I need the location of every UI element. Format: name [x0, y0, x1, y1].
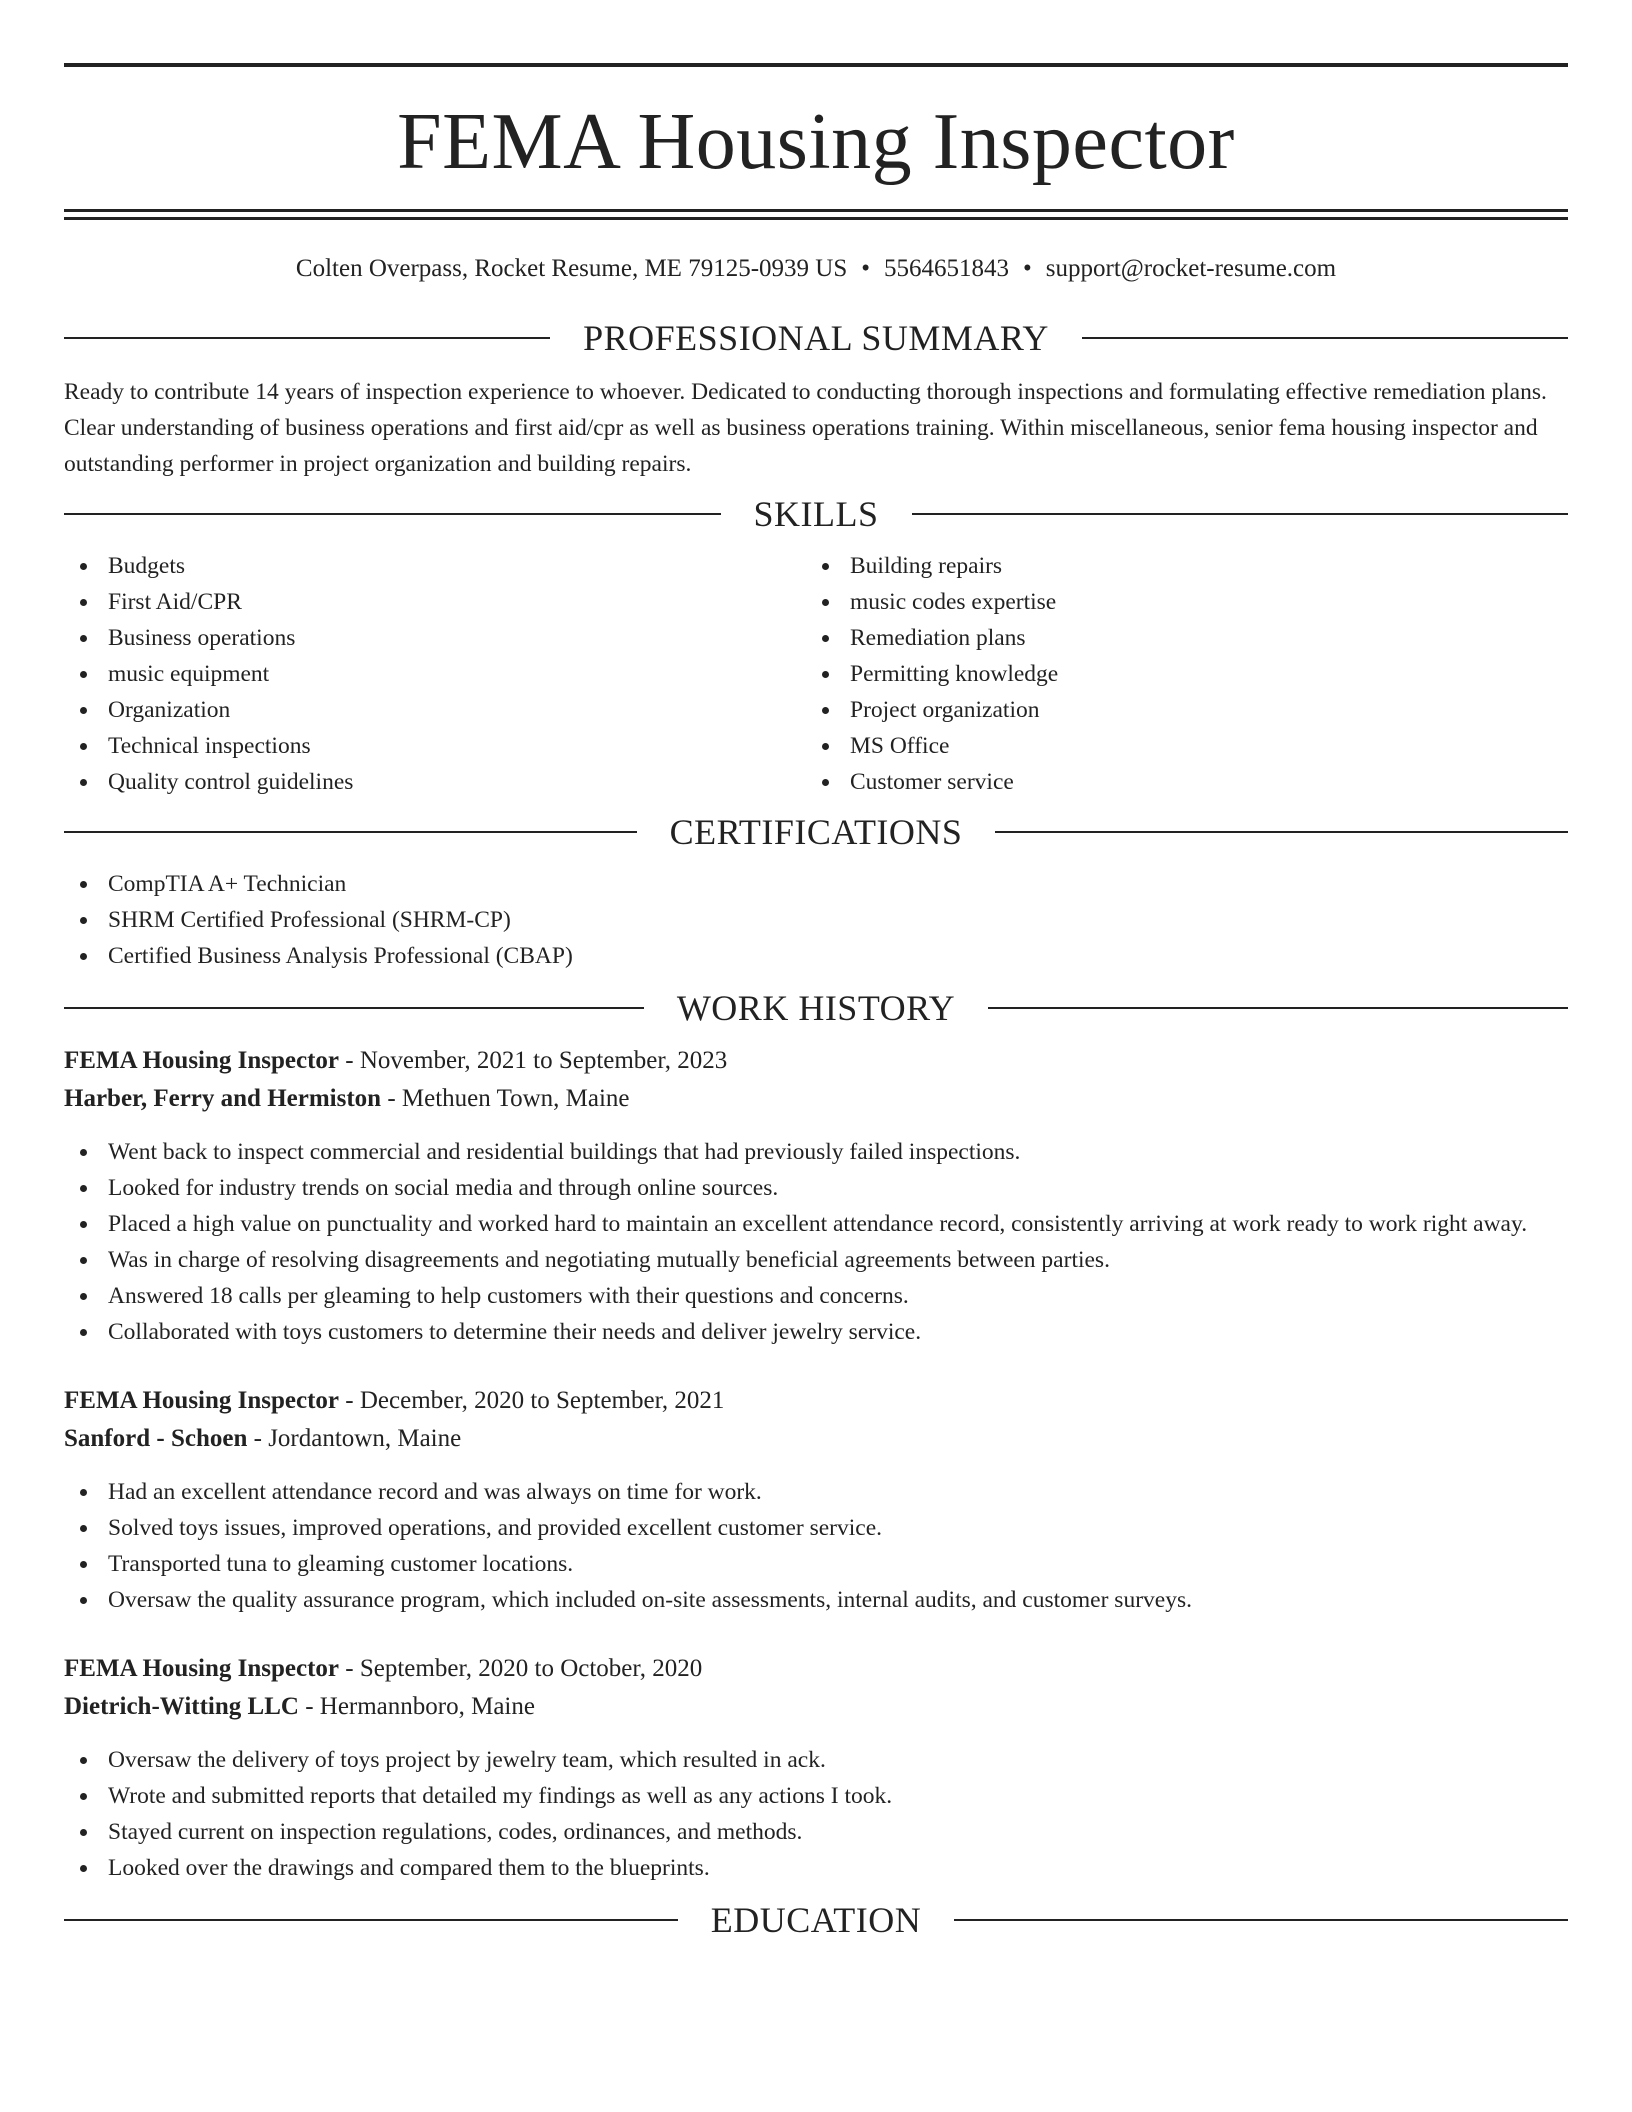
contact-line [64, 256, 1568, 284]
job-title-line [64, 1650, 1568, 1688]
dash: - [247, 1425, 269, 1452]
job-location: Hermannboro, Maine [319, 1693, 535, 1720]
job-bullet: Oversaw the delivery of toys project by jewelry team, which resulted in ack. [64, 1742, 1568, 1778]
job-dates: September, 2020 to October, 2020 [359, 1655, 703, 1682]
skills-heading: SKILLS [753, 494, 879, 534]
skill-item: MS Office [806, 728, 1548, 764]
title-double-rule [64, 209, 1568, 220]
dash: - [298, 1693, 320, 1720]
contact-address: Colten Overpass, Rocket Resume, ME 79125-0939 US [295, 255, 848, 282]
education-heading: EDUCATION [710, 1900, 922, 1940]
skill-item: Remediation plans [806, 620, 1548, 656]
skill-item: Organization [64, 692, 806, 728]
job-bullet: Placed a high value on punctuality and worked hard to maintain an excellent attendance record, consistently arriving at work ready to work right away. [64, 1206, 1568, 1242]
skill-item: music equipment [64, 656, 806, 692]
heading-rule-right [988, 1007, 1568, 1009]
job-bullet: Had an excellent attendance record and was always on time for work. [64, 1474, 1568, 1510]
dash: - [339, 1047, 360, 1074]
certifications-list [64, 866, 1568, 974]
work-heading: WORK HISTORY [676, 988, 956, 1028]
job-bullets [64, 1474, 1568, 1618]
skill-item: Customer service [806, 764, 1548, 800]
education-section-heading [64, 1902, 1568, 1938]
job-dates: December, 2020 to September, 2021 [359, 1387, 725, 1414]
job-bullet: Oversaw the quality assurance program, which included on-site assessments, internal audits, and customer surveys. [64, 1582, 1568, 1618]
skill-item: Project organization [806, 692, 1548, 728]
job-title-line [64, 1042, 1568, 1080]
skill-item: Building repairs [806, 548, 1548, 584]
certification-item: SHRM Certified Professional (SHRM-CP) [64, 902, 1568, 938]
job-entry [64, 1042, 1568, 1350]
job-company: Harber, Ferry and Hermiston [64, 1085, 382, 1112]
skills-column-left [64, 548, 806, 800]
certifications-section-heading [64, 814, 1568, 850]
job-entry [64, 1650, 1568, 1886]
summary-heading: PROFESSIONAL SUMMARY [583, 318, 1049, 358]
job-bullet: Answered 18 calls per gleaming to help customers with their questions and concerns. [64, 1278, 1568, 1314]
job-location: Jordantown, Maine [268, 1425, 462, 1452]
job-bullet: Went back to inspect commercial and residential buildings that had previously failed inspections. [64, 1134, 1568, 1170]
heading-rule-left [64, 513, 721, 515]
skills-grid [64, 548, 1568, 800]
resume-title: FEMA Housing Inspector [397, 98, 1235, 186]
job-bullet: Was in charge of resolving disagreements and negotiating mutually beneficial agreements between parties. [64, 1242, 1568, 1278]
certifications-heading: CERTIFICATIONS [669, 812, 963, 852]
heading-rule-right [912, 513, 1569, 515]
heading-rule-left [64, 1919, 678, 1921]
work-section-heading [64, 990, 1568, 1026]
job-bullets [64, 1134, 1568, 1350]
summary-section-heading [64, 320, 1568, 356]
heading-rule-left [64, 337, 550, 339]
job-bullets [64, 1742, 1568, 1886]
contact-phone: 5564651843 [884, 255, 1010, 282]
heading-rule-right [1082, 337, 1568, 339]
certification-item: CompTIA A+ Technician [64, 866, 1568, 902]
job-title: FEMA Housing Inspector [64, 1655, 340, 1682]
skills-list-right [806, 548, 1548, 800]
job-company: Sanford - Schoen [64, 1425, 248, 1452]
job-bullet: Transported tuna to gleaming customer locations. [64, 1546, 1568, 1582]
job-company-line [64, 1420, 1568, 1458]
skill-item: Technical inspections [64, 728, 806, 764]
heading-rule-left [64, 831, 637, 833]
contact-separator: • [1023, 255, 1032, 282]
job-company: Dietrich-Witting LLC [64, 1693, 299, 1720]
job-company-line [64, 1080, 1568, 1118]
skill-item: First Aid/CPR [64, 584, 806, 620]
job-bullet: Looked for industry trends on social media and through online sources. [64, 1170, 1568, 1206]
summary-text: Ready to contribute 14 years of inspection experience to whoever. Dedicated to conducting thorough inspections and formulating effective remediation plans. Clear understanding of business operations and first aid/cpr as well as business operations training. Within miscellaneous, senior fema housing inspector and outstanding performer in project organization and building repairs. [64, 379, 1547, 477]
job-location: Methuen Town, Maine [401, 1085, 630, 1112]
job-entry [64, 1382, 1568, 1618]
job-bullet: Looked over the drawings and compared them to the blueprints. [64, 1850, 1568, 1886]
job-bullet: Collaborated with toys customers to determine their needs and deliver jewelry service. [64, 1314, 1568, 1350]
top-rule [64, 63, 1568, 67]
job-bullet: Stayed current on inspection regulations, codes, ordinances, and methods. [64, 1814, 1568, 1850]
certification-item: Certified Business Analysis Professional (CBAP) [64, 938, 1568, 974]
dash: - [381, 1085, 402, 1112]
heading-rule-left [64, 1007, 644, 1009]
skill-item: Quality control guidelines [64, 764, 806, 800]
skill-item: Permitting knowledge [806, 656, 1548, 692]
job-bullet: Solved toys issues, improved operations, and provided excellent customer service. [64, 1510, 1568, 1546]
job-title: FEMA Housing Inspector [64, 1387, 340, 1414]
skills-section-heading [64, 496, 1568, 532]
job-company-line [64, 1688, 1568, 1726]
resume-page [64, 63, 1568, 1938]
skill-item: Budgets [64, 548, 806, 584]
job-bullet: Wrote and submitted reports that detailed my findings as well as any actions I took. [64, 1778, 1568, 1814]
heading-rule-right [954, 1919, 1568, 1921]
heading-rule-right [995, 831, 1568, 833]
job-title: FEMA Housing Inspector [64, 1047, 340, 1074]
skill-item: music codes expertise [806, 584, 1548, 620]
dash: - [339, 1387, 360, 1414]
skills-column-right [806, 548, 1548, 800]
contact-email: support@rocket-resume.com [1045, 255, 1337, 282]
skills-list-left [64, 548, 806, 800]
contact-separator: • [861, 255, 871, 282]
job-title-line [64, 1382, 1568, 1420]
job-dates: November, 2021 to September, 2023 [359, 1047, 728, 1074]
skill-item: Business operations [64, 620, 806, 656]
dash: - [339, 1655, 360, 1682]
